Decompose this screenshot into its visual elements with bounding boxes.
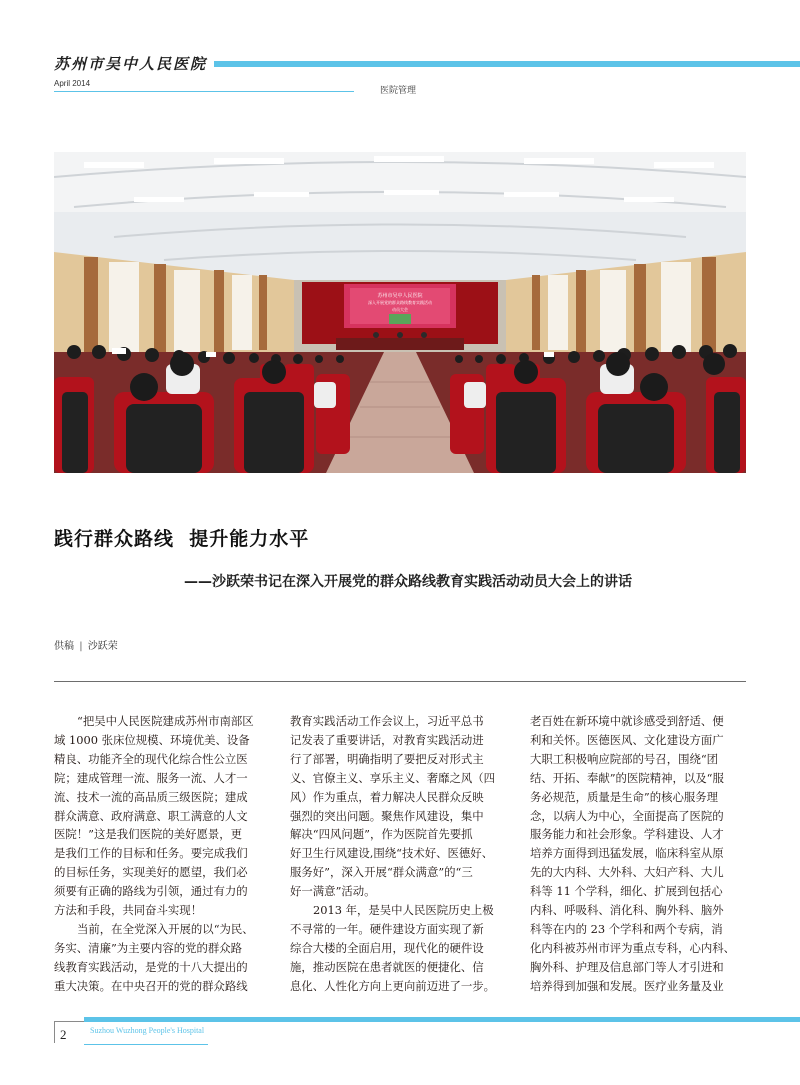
- text-line: 服务能力和社会形象。学科建设、人才: [530, 827, 724, 842]
- text-line: 好一满意”活动。: [290, 884, 376, 899]
- text-line: 服务好”，深入开展“群众满意”的“三: [290, 865, 473, 880]
- text-line: 好卫生行风建设,围绕“技术好、医德好、: [290, 846, 494, 861]
- text-line: 胸外科、护理及信息部门等人才引进和: [530, 959, 724, 974]
- text-line: 记发表了重要讲话，对教育实践活动进: [290, 732, 484, 747]
- article-subtitle: ——沙跃荣书记在深入开展党的群众路线教育实践活动动员大会上的讲话: [184, 574, 632, 590]
- text-line: 培养得到加强和发展。医疗业务量及业: [530, 978, 724, 993]
- text-line: 培养方面得到迅猛发展，临床科室从原: [530, 846, 724, 861]
- text-line: 是我们工作的目标和任务。要完成我们: [54, 846, 248, 861]
- header-rule: [54, 91, 354, 92]
- auditorium-photo: [54, 152, 746, 473]
- text-column-3: [530, 712, 750, 996]
- byline: [54, 637, 118, 652]
- text-line: 大职工积极响应院部的号召，围绕“团: [530, 751, 719, 766]
- text-line: 行了部署，明确指明了要把反对形式主: [290, 751, 484, 766]
- byline-separator: |: [79, 641, 83, 652]
- issue-date: April 2014: [54, 79, 91, 88]
- text-line: 2013 年，是吴中人民医院历史上极: [313, 903, 494, 918]
- text-line: 流、技术一流的高品质三级医院；建成: [54, 789, 248, 804]
- stage-banner-line-1: 苏州市吴中人民医院: [377, 293, 423, 299]
- text-line: 结、开拓、奉献”的医院精神，以及“服: [530, 770, 724, 785]
- text-line: 义、官僚主义、享乐主义、奢靡之风（四: [290, 770, 496, 785]
- text-line: 教育实践活动工作会议上，习近平总书: [290, 714, 484, 728]
- footer-accent-bar: [84, 1017, 800, 1022]
- header-accent-bar: [214, 61, 800, 67]
- text-line: 施，推动医院在患者就医的便捷化、信: [290, 959, 484, 974]
- page-number-frame: [54, 1021, 84, 1043]
- text-line: 老百姓在新环境中就诊感受到舒适、便: [530, 714, 724, 728]
- text-line: 域 1000 张床位规模、环境优美、设备: [54, 732, 250, 747]
- text-line: 先的大内科、大外科、大妇产科、大儿: [530, 865, 724, 880]
- text-line: 风）作为重点，着力解决人民群众反映: [290, 789, 484, 804]
- text-line: 内科、呼吸科、消化科、胸外科、脑外: [530, 903, 724, 918]
- text-line: 精良、功能齐全的现代化综合性公立医: [54, 751, 248, 766]
- text-line: 解决“四风问题”，作为医院首先要抓: [290, 827, 473, 842]
- text-line: “把吴中人民医院建成苏州市南部区: [77, 714, 254, 728]
- text-line: 线教育实践活动，是党的十八大提出的: [54, 959, 248, 974]
- byline-label: 供稿: [54, 641, 74, 652]
- article-title: 践行群众路线 提升能力水平: [54, 528, 310, 550]
- text-line: 综合大楼的全面启用，现代化的硬件设: [290, 940, 484, 955]
- footer-rule: [84, 1044, 208, 1045]
- text-line: 须要有正确的路线为引领，通过有力的: [54, 884, 248, 899]
- journal-masthead: 苏州市吴中人民医院: [54, 55, 208, 73]
- author-name: 沙跃荣: [87, 641, 118, 652]
- footer-journal-name: Suzhou Wuzhong People's Hospital: [90, 1026, 205, 1035]
- text-line: 科等在内的 23 个学科和两个专病，消: [530, 921, 723, 936]
- text-line: 的目标任务，实现美好的愿望，我们必: [54, 865, 248, 880]
- text-line: 科等 11 个学科，细化、扩展到包括心: [530, 884, 723, 899]
- text-line: 念，以病人为中心，全面提高了医院的: [530, 808, 724, 823]
- text-line: 不寻常的一年。硬件建设方面实现了新: [290, 921, 484, 936]
- text-line: 院；建成管理一流、服务一流、人才一: [54, 770, 248, 785]
- text-line: 息化、人性化方向上更向前迈进了一步。: [290, 978, 496, 993]
- text-line: 当前，在全党深入开展的以“为民、: [77, 921, 254, 936]
- page-number: 2: [60, 1027, 67, 1042]
- text-line: 务实、清廉”为主要内容的党的群众路: [54, 940, 243, 955]
- stage-banner-line-3: 动员大会: [392, 307, 408, 312]
- text-line: 方法和手段，共同奋斗实现！: [54, 903, 203, 918]
- text-line: 务必规范，质量是生命”的核心服务理: [530, 789, 719, 804]
- text-column-2: [290, 712, 514, 996]
- text-line: 医院！”这是我们医院的美好愿景，更: [54, 827, 243, 842]
- text-column-1: [54, 712, 276, 996]
- stage-banner-line-2: 深入开展党的群众路线教育实践活动: [368, 300, 432, 305]
- title-divider: [54, 681, 746, 682]
- text-line: 群众满意、政府满意、职工满意的人文: [54, 808, 248, 823]
- text-line: 化内科被苏州市评为重点专科，心内科、: [530, 940, 736, 955]
- text-line: 强烈的突出问题。聚焦作风建设，集中: [290, 808, 484, 823]
- section-label: 医院管理: [380, 86, 417, 96]
- text-line: 重大决策。在中央召开的党的群众路线: [54, 978, 248, 993]
- text-line: 利和关怀。医德医风、文化建设方面广: [530, 732, 724, 747]
